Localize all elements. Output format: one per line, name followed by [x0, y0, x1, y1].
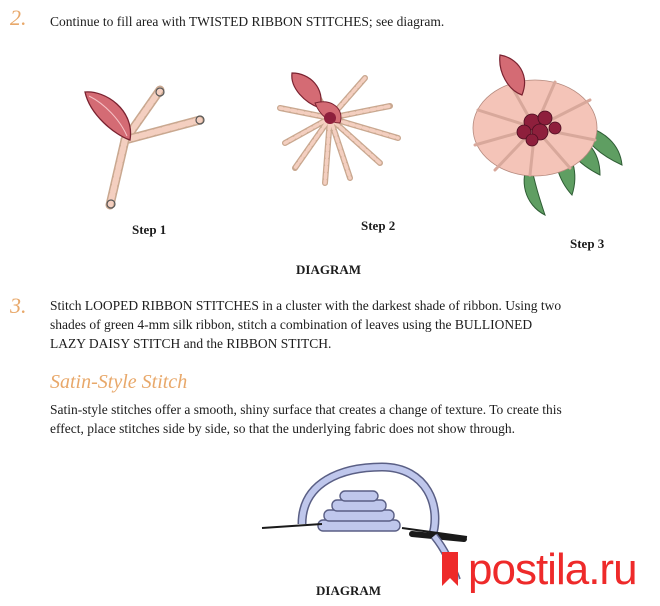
diagram-caption-bottom: DIAGRAM: [316, 583, 381, 598]
step-2-text: Continue to fill area with TWISTED RIBBON STITCHES; see diagram.: [50, 14, 445, 29]
flower-illustration-step-2: [270, 68, 410, 198]
step-2-label: Step 2: [361, 218, 396, 233]
step-3-number: 3.: [10, 293, 27, 318]
step-2-number: 2.: [10, 5, 27, 30]
flower-illustration-step-1: [75, 80, 215, 220]
postila-logo-icon: [438, 548, 464, 592]
step-3-label: Step 3: [570, 236, 605, 251]
step-3-line-2: shades of green 4-mm silk ribbon, stitch a combination of leaves using the BULLIONED: [50, 317, 533, 332]
diagram-caption-top: DIAGRAM: [296, 262, 361, 277]
postila-watermark[interactable]: [438, 545, 637, 595]
satin-style-line-1: Satin-style stitches offer a smooth, shiny surface that creates a change of texture. To create this: [50, 402, 562, 417]
flower-illustration-step-3: [460, 50, 630, 225]
step-3-line-1: Stitch LOOPED RIBBON STITCHES in a cluster with the darkest shade of ribbon. Using two: [50, 298, 562, 313]
satin-style-heading: Satin-Style Stitch: [50, 371, 188, 393]
step-3-line-3: LAZY DAISY STITCH and the RIBBON STITCH.: [50, 336, 332, 351]
postila-watermark-text: postila.ru: [468, 545, 637, 594]
satin-style-line-2: effect, place stitches side by side, so that the underlying fabric does not show through.: [50, 421, 516, 436]
step-1-label: Step 1: [132, 222, 167, 237]
